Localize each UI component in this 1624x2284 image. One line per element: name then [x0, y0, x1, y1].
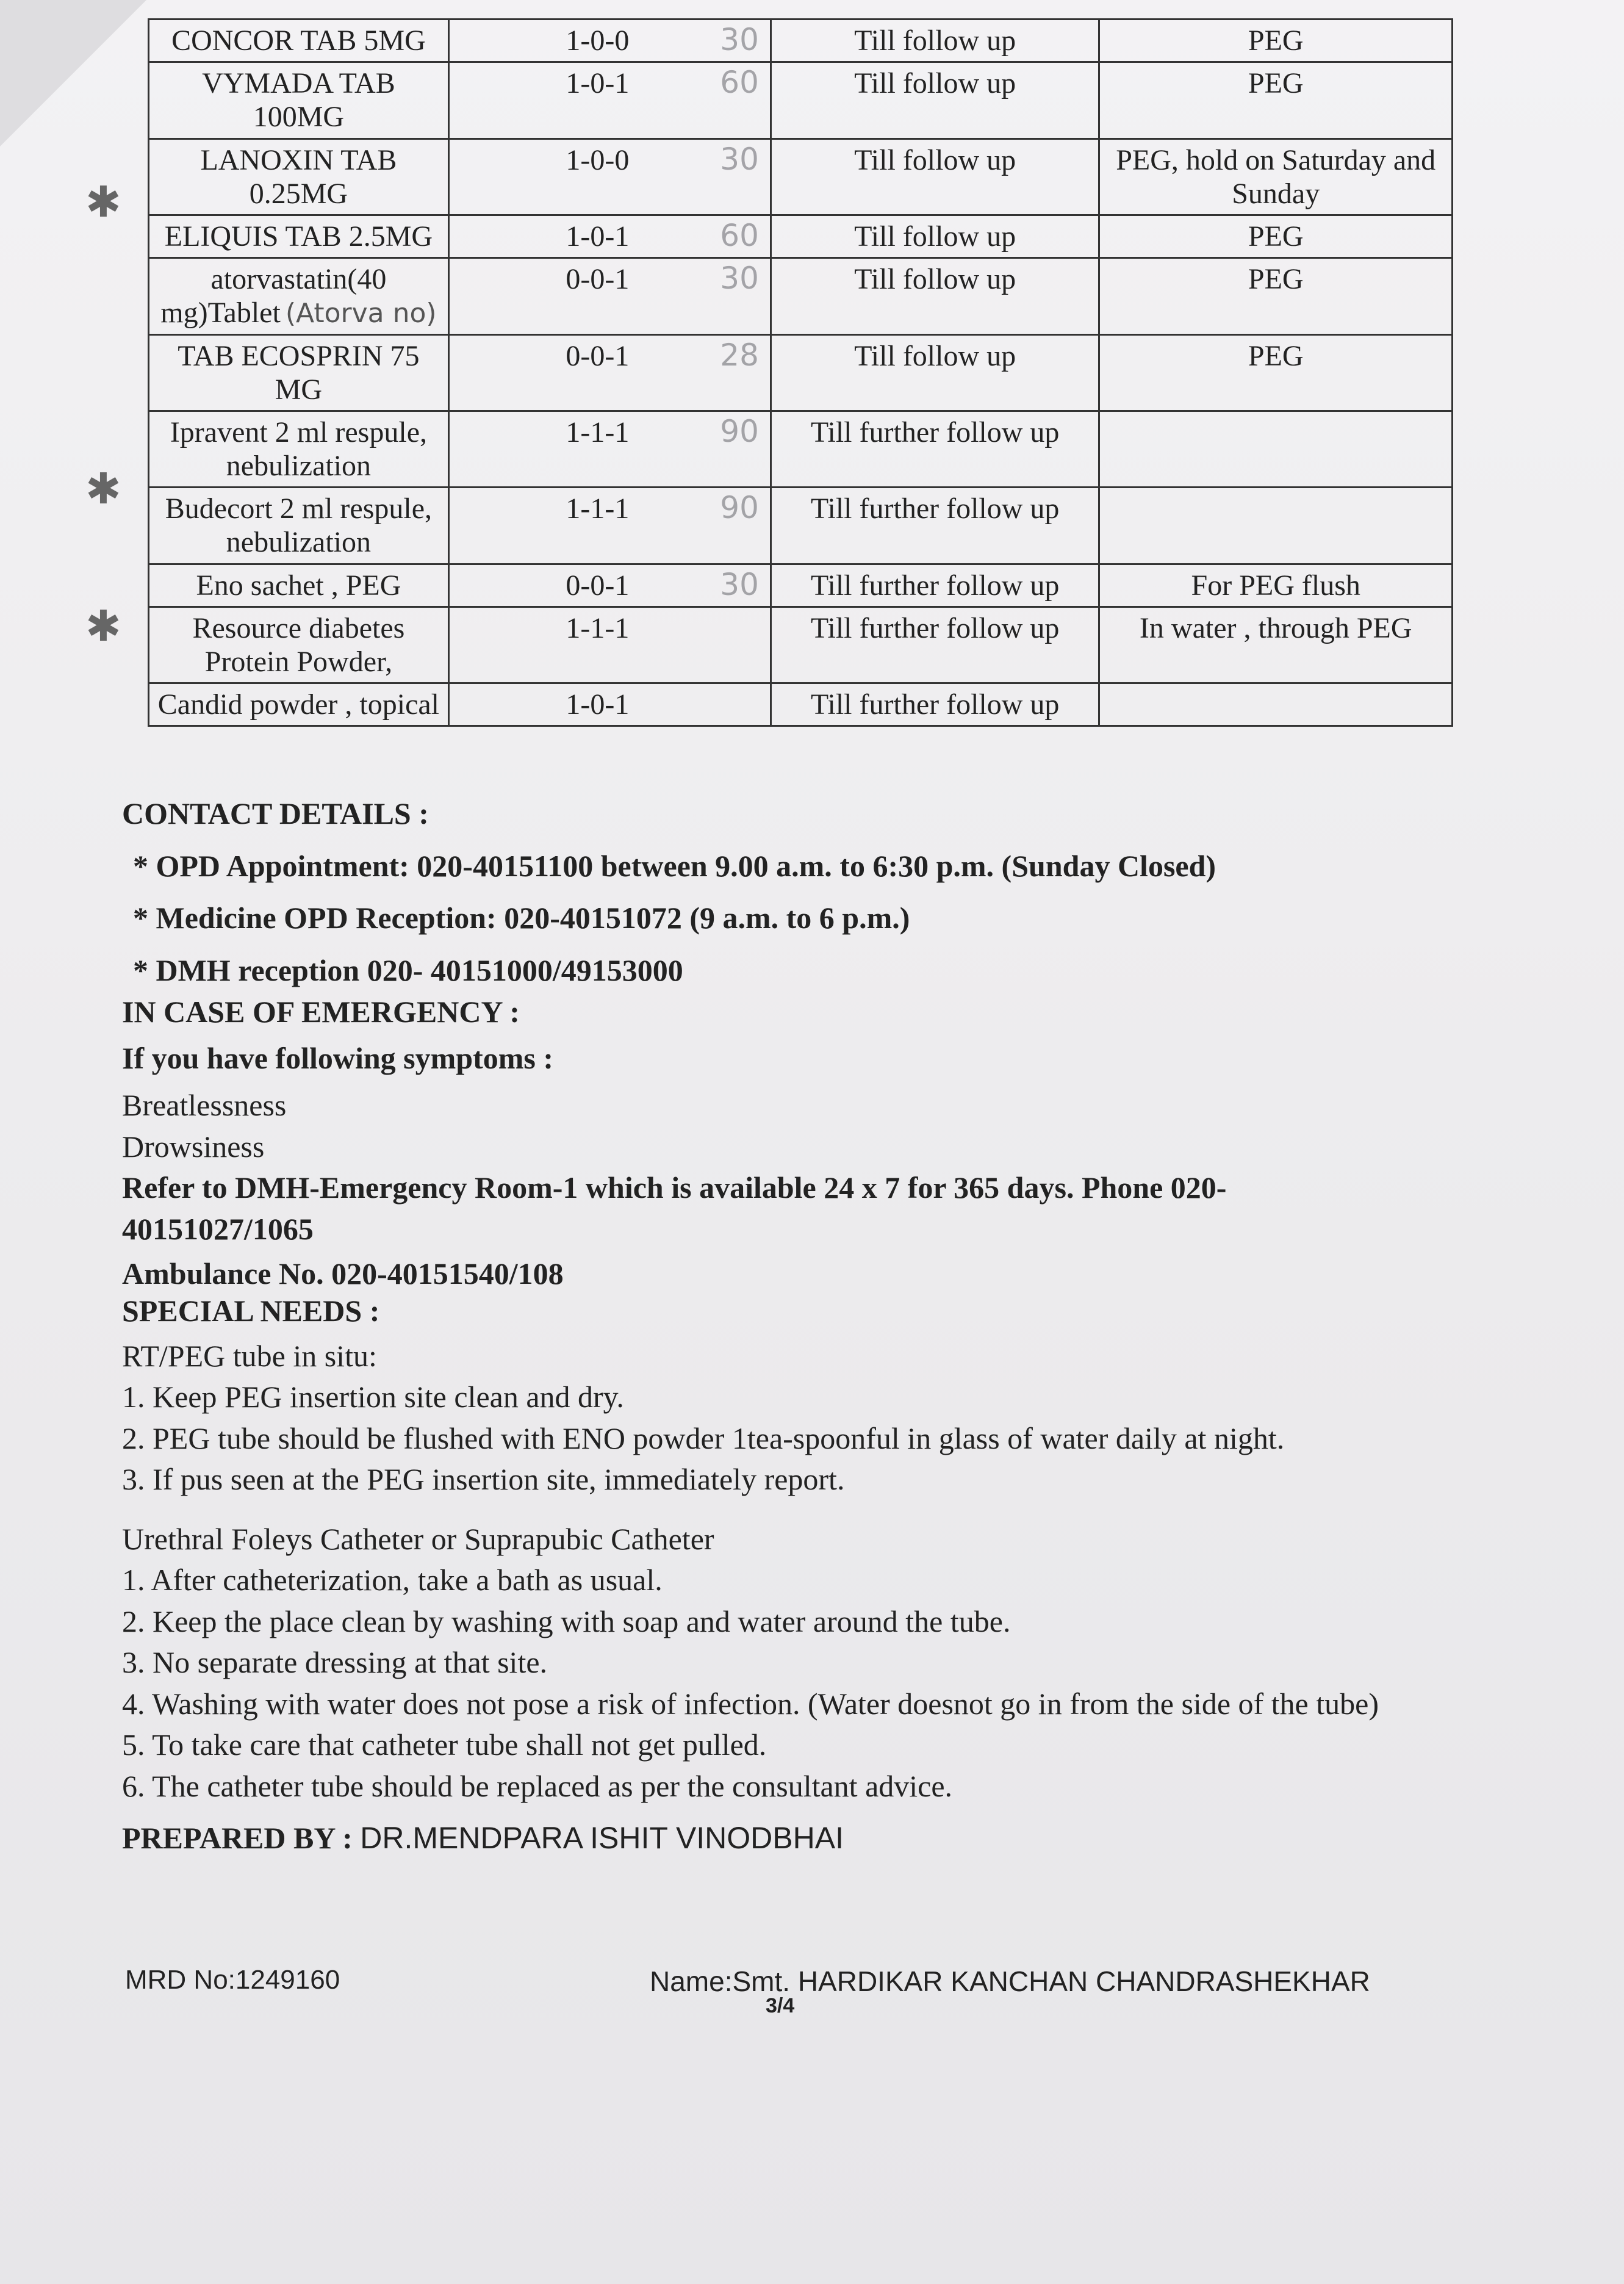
medication-note-cell	[1099, 139, 1453, 215]
medication-row	[149, 564, 1453, 607]
medication-dose: 1-0-0	[566, 24, 630, 57]
medication-duration-cell	[771, 258, 1099, 334]
symptom-item: Breatlessness	[122, 1088, 287, 1122]
medication-name: CONCOR TAB 5MG	[171, 24, 426, 57]
medication-note-cell	[1099, 607, 1453, 683]
medication-name: Budecort 2 ml respule, nebulization	[165, 492, 433, 559]
handwritten-quantity: 30	[720, 566, 759, 602]
medication-name-cell	[149, 20, 449, 62]
medication-name: TAB ECOSPRIN 75 MG	[178, 339, 420, 406]
prepared-by-label: PREPARED BY :	[122, 1821, 353, 1855]
medication-duration: Till further follow up	[810, 416, 1060, 449]
medication-duration-cell	[771, 139, 1099, 215]
mrd-number: MRD No:1249160	[125, 1965, 340, 1995]
handwritten-quantity: 90	[720, 490, 759, 526]
contact-line-reception: * DMH reception 020- 40151000/49153000	[133, 953, 683, 987]
catheter-instruction: 1. After catheterization, take a bath as usual.	[122, 1563, 663, 1597]
handwritten-annotation: (Atorva no)	[285, 298, 437, 330]
medication-dose-cell	[448, 215, 771, 258]
medication-name: LANOXIN TAB 0.25MG	[200, 143, 397, 210]
peg-instruction: 1. Keep PEG insertion site clean and dry.	[122, 1380, 624, 1414]
medication-duration: Till further follow up	[810, 611, 1060, 644]
medication-dose-cell	[448, 683, 771, 726]
peg-instruction: 2. PEG tube should be flushed with ENO powder 1tea-spoonful in glass of water daily at night.	[122, 1421, 1285, 1455]
medication-duration-cell	[771, 488, 1099, 564]
contact-section	[122, 793, 1525, 991]
page-number: 3/4	[766, 1994, 795, 2017]
medication-name: Resource diabetes Protein Powder,	[192, 611, 405, 678]
medication-dose: 0-0-1	[566, 339, 630, 372]
medication-dose: 1-0-1	[566, 67, 630, 100]
medication-dose-cell	[448, 258, 771, 334]
handwritten-quantity: 30	[720, 141, 759, 177]
catheter-title: Urethral Foleys Catheter or Suprapubic Catheter	[122, 1521, 714, 1556]
medication-duration: Till follow up	[854, 24, 1016, 57]
medication-name: Ipravent 2 ml respule, nebulization	[170, 416, 427, 483]
catheter-instruction: 3. No separate dressing at that site.	[122, 1645, 548, 1679]
medication-dose: 0-0-1	[566, 263, 630, 296]
medication-dose: 1-1-1	[566, 611, 630, 644]
medication-duration: Till follow up	[854, 339, 1016, 372]
medication-note: PEG	[1248, 24, 1304, 57]
emergency-refer: Refer to DMH-Emergency Room-1 which is available 24 x 7 for 365 days. Phone 020-40151027/1065	[122, 1170, 1227, 1246]
medication-note-cell	[1099, 258, 1453, 334]
emergency-heading: IN CASE OF EMERGENCY :	[122, 995, 520, 1029]
catheter-instruction: 5. To take care that catheter tube shall not get pulled.	[122, 1727, 767, 1762]
medication-note-cell	[1099, 334, 1453, 411]
medication-row	[149, 683, 1453, 726]
special-needs-section	[122, 1291, 1525, 1859]
catheter-instruction: 4. Washing with water does not pose a risk of infection. (Water doesnot go in from the side of the tube)	[122, 1686, 1379, 1721]
medication-note: For PEG flush	[1191, 569, 1360, 602]
medication-name-cell	[149, 334, 449, 411]
contact-line-opd: * OPD Appointment: 020-40151100 between 9.00 a.m. to 6:30 p.m. (Sunday Closed)	[133, 848, 1216, 883]
handwritten-quantity: 60	[720, 217, 759, 253]
medication-note-cell	[1099, 411, 1453, 487]
medication-row	[149, 258, 1453, 334]
medication-note: PEG	[1248, 220, 1304, 253]
medication-name: Eno sachet , PEG	[196, 569, 401, 602]
medication-duration: Till further follow up	[810, 688, 1060, 721]
medication-name-cell	[149, 62, 449, 139]
medication-name-cell	[149, 607, 449, 683]
medication-dose: 1-1-1	[566, 416, 630, 449]
medication-duration: Till further follow up	[810, 492, 1060, 525]
medication-note: PEG	[1248, 67, 1304, 100]
folded-corner	[0, 0, 146, 146]
medication-table	[148, 18, 1453, 727]
medication-note-cell	[1099, 215, 1453, 258]
medication-row	[149, 334, 1453, 411]
medication-note-cell	[1099, 62, 1453, 139]
contact-line-medicine: * Medicine OPD Reception: 020-40151072 (9 a.m. to 6 p.m.)	[133, 901, 910, 935]
special-heading: SPECIAL NEEDS :	[122, 1294, 380, 1328]
medication-name: VYMADA TAB 100MG	[202, 67, 395, 134]
handwritten-quantity: 28	[720, 337, 759, 373]
medication-note: PEG, hold on Saturday and Sunday	[1116, 143, 1436, 210]
prepared-by	[122, 1818, 1525, 1859]
patient-name: Name:Smt. HARDIKAR KANCHAN CHANDRASHEKHAR	[650, 1965, 1370, 1997]
catheter-instruction: 2. Keep the place clean by washing with soap and water around the tube.	[122, 1604, 1011, 1638]
handwritten-quantity: 90	[720, 413, 759, 449]
medication-note-cell	[1099, 488, 1453, 564]
medication-dose-cell	[448, 20, 771, 62]
medication-row	[149, 488, 1453, 564]
medication-duration-cell	[771, 411, 1099, 487]
medication-dose: 1-0-1	[566, 688, 630, 721]
ambulance-number: Ambulance No. 020-40151540/108	[122, 1256, 564, 1291]
medication-note-cell	[1099, 564, 1453, 607]
medication-duration-cell	[771, 215, 1099, 258]
handwritten-quantity: 30	[720, 22, 759, 57]
medication-row	[149, 62, 1453, 139]
medication-name: ELIQUIS TAB 2.5MG	[164, 220, 433, 253]
medication-name: atorvastatin(40 mg)Tablet	[160, 263, 387, 330]
star-mark-icon: ✱	[85, 177, 121, 227]
medication-duration-cell	[771, 20, 1099, 62]
star-mark-icon: ✱	[85, 464, 121, 514]
medication-row	[149, 139, 1453, 215]
medication-name-cell	[149, 258, 449, 334]
medication-duration-cell	[771, 607, 1099, 683]
medication-name-cell	[149, 215, 449, 258]
peg-title: RT/PEG tube in situ:	[122, 1338, 377, 1373]
medication-name-cell	[149, 683, 449, 726]
medication-dose: 1-0-1	[566, 220, 630, 253]
medication-duration: Till follow up	[854, 143, 1016, 176]
medication-duration-cell	[771, 62, 1099, 139]
medication-dose-cell	[448, 411, 771, 487]
medication-duration-cell	[771, 564, 1099, 607]
medication-dose: 1-1-1	[566, 492, 630, 525]
medication-duration: Till further follow up	[810, 569, 1060, 602]
medication-row	[149, 411, 1453, 487]
star-mark-icon: ✱	[85, 601, 121, 651]
prepared-by-doctor: DR.MENDPARA ISHIT VINODBHAI	[360, 1821, 844, 1855]
symptom-item: Drowsiness	[122, 1129, 265, 1164]
medication-name-cell	[149, 488, 449, 564]
medication-note-cell	[1099, 683, 1453, 726]
medication-note: PEG	[1248, 339, 1304, 372]
medication-dose-cell	[448, 62, 771, 139]
medication-duration-cell	[771, 683, 1099, 726]
medication-note: PEG	[1248, 263, 1304, 296]
handwritten-quantity: 60	[720, 65, 759, 101]
medication-row	[149, 20, 1453, 62]
medication-dose-cell	[448, 564, 771, 607]
catheter-instruction: 6. The catheter tube should be replaced as per the consultant advice.	[122, 1768, 953, 1803]
medication-dose-cell	[448, 139, 771, 215]
medication-dose-cell	[448, 334, 771, 411]
medication-row	[149, 215, 1453, 258]
medication-duration: Till follow up	[854, 220, 1016, 253]
medication-dose-cell	[448, 607, 771, 683]
medication-dose-cell	[448, 488, 771, 564]
medication-name-cell	[149, 139, 449, 215]
medication-name: Candid powder , topical	[157, 688, 440, 721]
medication-dose: 0-0-1	[566, 569, 630, 602]
medication-name-cell	[149, 411, 449, 487]
medication-duration: Till follow up	[854, 67, 1016, 100]
emergency-subheading: If you have following symptoms :	[122, 1040, 553, 1075]
medication-dose: 1-0-0	[566, 143, 630, 176]
medication-row	[149, 607, 1453, 683]
medication-name-cell	[149, 564, 449, 607]
emergency-section	[122, 992, 1525, 1295]
medication-duration: Till follow up	[854, 263, 1016, 296]
contact-heading: CONTACT DETAILS :	[122, 796, 429, 830]
medication-duration-cell	[771, 334, 1099, 411]
peg-instruction: 3. If pus seen at the PEG insertion site, immediately report.	[122, 1462, 845, 1496]
medication-note: In water , through PEG	[1139, 611, 1412, 644]
handwritten-quantity: 30	[720, 261, 759, 297]
medication-note-cell	[1099, 20, 1453, 62]
